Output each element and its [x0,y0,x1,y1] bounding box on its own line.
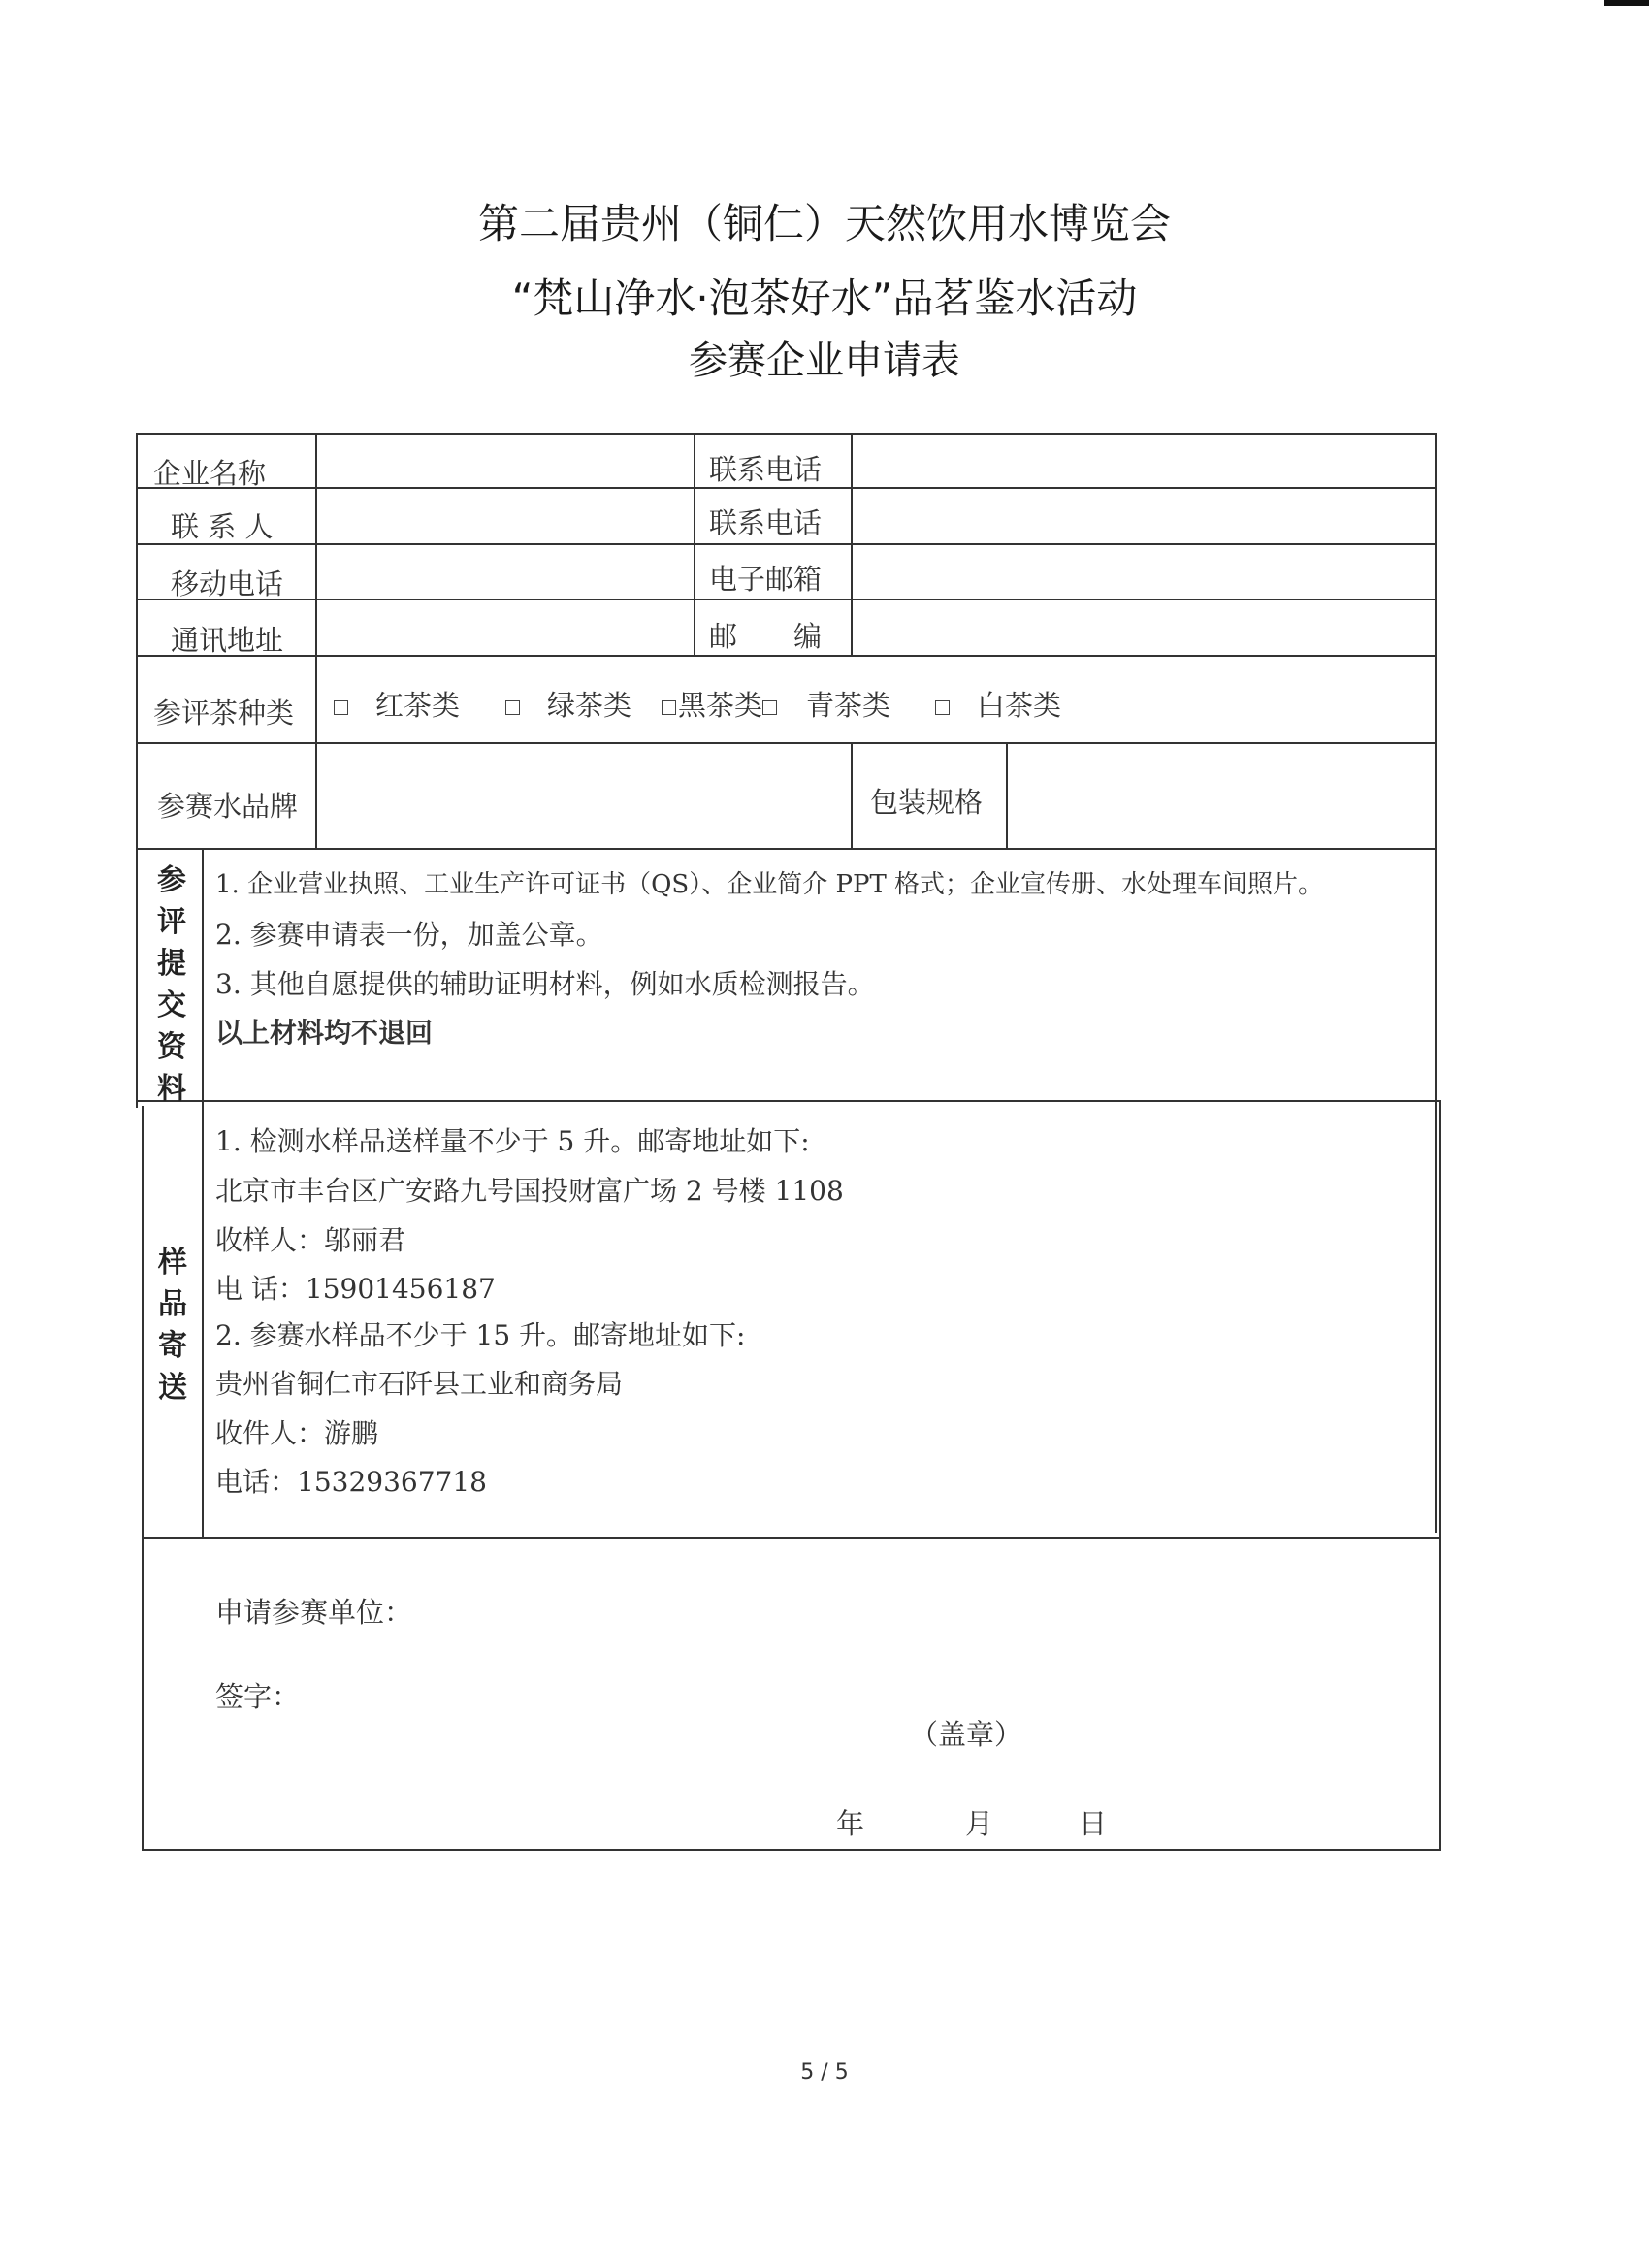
packaging-field[interactable] [1010,746,1432,846]
form-title-line-1: 第二届贵州（铜仁）天然饮用水博览会 [477,200,1171,247]
tea-option-white[interactable]: 白茶类 [935,684,1061,724]
scan-artifact [1604,0,1649,6]
sample-line-6: 贵州省铜仁市石阡县工业和商务局 [215,1368,624,1400]
postcode-label: 邮 编 [709,620,823,653]
sample-line-2: 北京市丰台区广安路九号国投财富广场 2 号楼 1108 [215,1175,844,1207]
address-label: 通讯地址 [171,624,284,657]
tea-option-dark[interactable]: 黑茶类 [662,684,762,724]
tea-type-label: 参评茶种类 [153,697,295,729]
sample-line-8: 电话：15329367718 [215,1466,487,1498]
side-char: 资 [157,1030,186,1064]
tea-option-oolong[interactable]: 青茶类 [762,684,890,724]
checkbox-icon[interactable] [762,700,777,715]
side-char: 提 [157,947,186,981]
side-char: 品 [158,1287,187,1321]
company-name-field[interactable] [320,437,689,485]
side-char: 料 [157,1072,186,1106]
side-char: 交 [157,988,186,1022]
year-label: 年 [836,1807,865,1840]
side-char: 参 [157,863,186,897]
materials-item-2: 2. 参赛申请表一份，加盖公章。 [215,919,603,951]
sample-line-5: 2. 参赛水样品不少于 15 升。邮寄地址如下: [215,1319,746,1351]
day-label: 日 [1079,1807,1108,1840]
checkbox-icon[interactable] [505,700,520,715]
seal-label: （盖章） [910,1718,1023,1751]
sample-line-4: 电 话：15901456187 [215,1273,496,1305]
materials-item-1: 1. 企业营业执照、工业生产许可证书（QS）、企业简介 PPT 格式；企业宣传册、水处理车间照片。 [215,870,1324,899]
side-char: 送 [158,1371,187,1405]
form-title-line-2: “梵山净水·泡茶好水”品茗鉴水活动 [511,275,1138,322]
side-char: 寄 [158,1329,187,1363]
tea-option-green[interactable]: 绿茶类 [505,684,631,724]
side-char: 样 [158,1246,187,1280]
sample-line-1: 1. 检测水样品送样量不少于 5 升。邮寄地址如下: [215,1125,810,1157]
applicant-unit-label: 申请参赛单位： [215,1596,413,1629]
contact-phone-field-2[interactable] [856,491,1432,541]
side-char: 评 [157,905,186,939]
sample-line-3: 收样人：邬丽君 [215,1224,406,1256]
sample-line-7: 收件人：游鹏 [215,1417,379,1449]
email-field[interactable] [856,547,1432,597]
water-brand-label: 参赛水品牌 [157,790,299,823]
tea-option-black[interactable]: 红茶类 [334,684,460,724]
contact-person-field[interactable] [320,491,689,541]
company-name-label: 企业名称 [153,457,267,490]
materials-item-3: 3. 其他自愿提供的辅助证明材料，例如水质检测报告。 [215,968,875,1000]
signature-label: 签字： [215,1680,301,1713]
contact-person-label: 联 系 人 [171,510,274,543]
packaging-label: 包装规格 [870,786,984,819]
postcode-field[interactable] [856,602,1432,653]
contact-phone-label-2: 联系电话 [709,506,823,539]
mobile-field[interactable] [320,547,689,597]
materials-note: 以上材料均不退回 [215,1017,434,1049]
contact-phone-field-1[interactable] [856,437,1432,485]
contact-phone-label-1: 联系电话 [709,453,823,486]
page-number: 5 / 5 [800,2060,849,2085]
address-field[interactable] [320,602,689,653]
month-label: 月 [965,1807,994,1840]
mobile-label: 移动电话 [171,567,284,600]
water-brand-field[interactable] [320,746,849,846]
checkbox-icon[interactable] [935,700,950,715]
email-label: 电子邮箱 [709,563,823,596]
checkbox-icon[interactable] [334,700,348,715]
checkbox-icon[interactable] [662,700,676,715]
form-title-line-3: 参赛企业申请表 [689,339,960,383]
